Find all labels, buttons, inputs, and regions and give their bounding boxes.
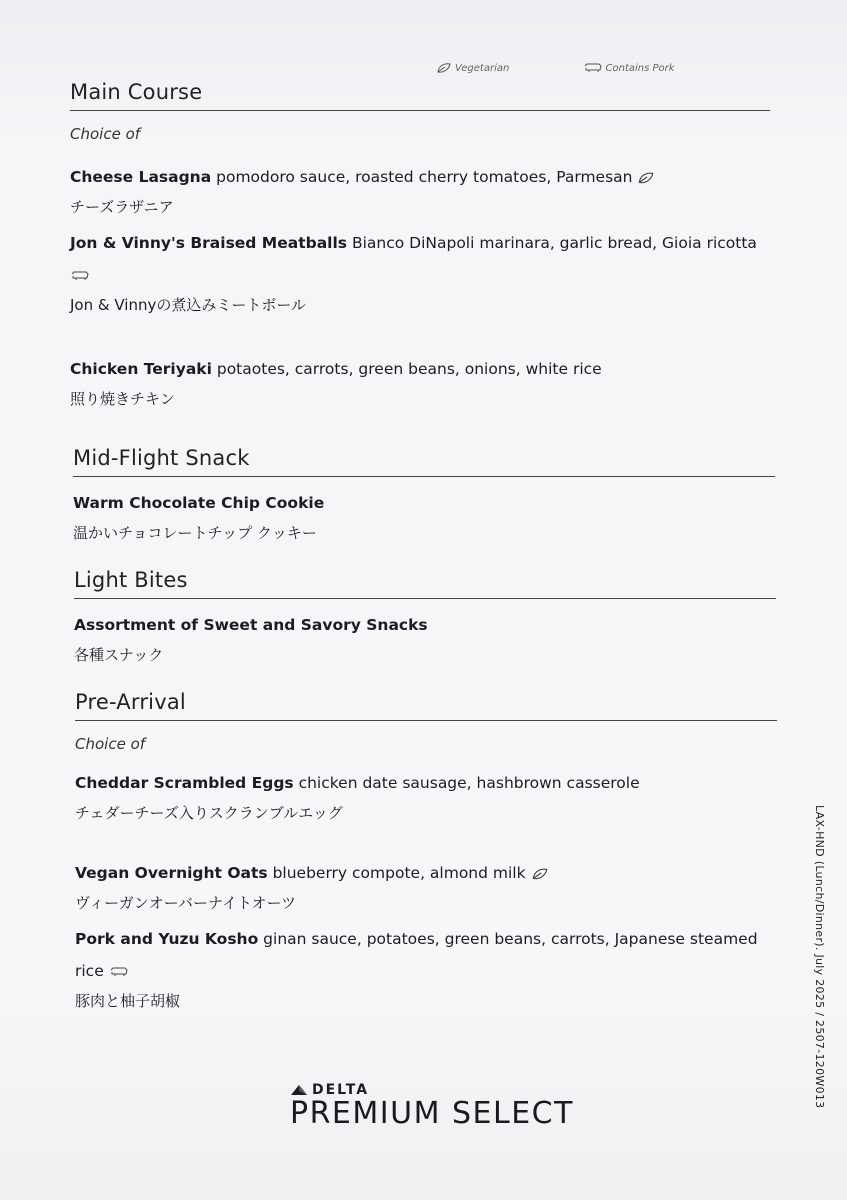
dish-description: pomodoro sauce, roasted cherry tomatoes, Parmesan — [216, 168, 633, 186]
dish-japanese-name: チーズラザニア — [70, 198, 174, 216]
delta-widget-icon — [290, 1084, 308, 1096]
dish-name: Assortment of Sweet and Savory Snacks — [74, 616, 428, 634]
dish-name: Cheddar Scrambled Eggs — [75, 774, 294, 792]
dish-name: Chicken Teriyaki — [70, 360, 212, 378]
vegetarian-icon — [436, 62, 452, 74]
main-course-section — [70, 80, 770, 413]
dish-item — [75, 767, 777, 827]
section-title: Mid-Flight Snack — [73, 446, 775, 477]
dish-japanese-name: 温かいチョコレートチップ クッキー — [73, 524, 317, 542]
pork-icon — [583, 62, 603, 74]
legend-pork: Contains Pork — [605, 63, 675, 74]
choice-label: Choice of — [70, 125, 141, 143]
dish-japanese-name: 豚肉と柚子胡椒 — [75, 992, 181, 1010]
dish-item — [75, 923, 777, 1015]
menu-code: LAX-HND (Lunch/Dinner). July 2025 / 2507-120W013 — [813, 805, 826, 1109]
section-title: Main Course — [70, 80, 770, 111]
cabin-name: PREMIUM SELECT — [290, 1096, 574, 1131]
dish-japanese-name: チェダーチーズ入りスクランブルエッグ — [75, 804, 343, 822]
section-title: Light Bites — [74, 568, 776, 599]
pre-arrival-section — [75, 690, 777, 1015]
pork-icon — [109, 965, 129, 979]
dish-name: Jon & Vinny's Braised Meatballs — [70, 234, 348, 252]
airline-name: DELTA — [312, 1082, 370, 1098]
dietary-legend — [436, 62, 745, 74]
dish-description: Bianco DiNapoli marinara, garlic bread, Gioia ricotta — [351, 234, 757, 252]
vegetarian-icon — [531, 867, 549, 881]
dish-name: Vegan Overnight Oats — [75, 864, 268, 882]
dish-item — [70, 227, 770, 319]
legend-vegetarian: Vegetarian — [455, 63, 510, 74]
dish-item — [73, 487, 775, 547]
choice-label: Choice of — [75, 735, 146, 753]
mid-flight-snack-section — [73, 446, 775, 547]
section-title: Pre-Arrival — [75, 690, 777, 721]
dish-japanese-name: ヴィーガンオーバーナイトオーツ — [75, 894, 296, 912]
dish-description: blueberry compote, almond milk — [272, 864, 526, 882]
dish-japanese-name: 各種スナック — [74, 646, 164, 664]
pork-icon — [70, 269, 90, 283]
dish-description: chicken date sausage, hashbrown casserole — [298, 774, 640, 792]
dish-item — [74, 609, 776, 669]
brand-block — [290, 1082, 610, 1131]
dish-item — [70, 353, 770, 413]
dish-japanese-name: Jon & Vinnyの煮込みミートボール — [70, 296, 307, 314]
light-bites-section — [74, 568, 776, 669]
dish-name: Pork and Yuzu Kosho — [75, 930, 259, 948]
dish-description: ginan sauce, potatoes, green beans, carrots, Japanese steamed rice — [75, 930, 758, 980]
dish-description: potaotes, carrots, green beans, onions, white rice — [216, 360, 602, 378]
dish-name: Warm Chocolate Chip Cookie — [73, 494, 325, 512]
dish-japanese-name: 照り焼きチキン — [70, 390, 175, 408]
dish-item — [75, 857, 777, 917]
dish-item — [70, 161, 770, 221]
dish-name: Cheese Lasagna — [70, 168, 212, 186]
vegetarian-icon — [637, 171, 655, 185]
